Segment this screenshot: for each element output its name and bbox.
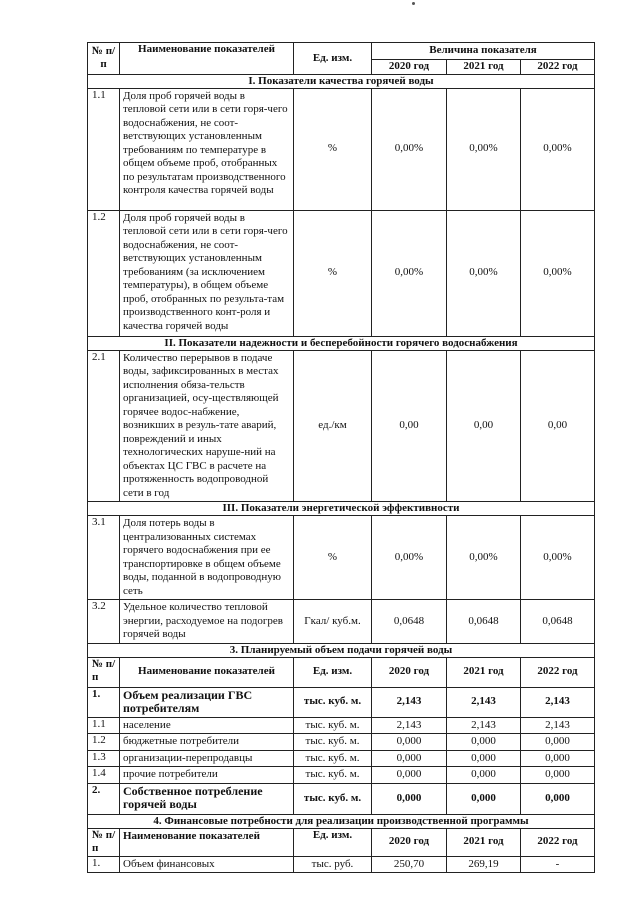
row-value-2022: 0,0648	[521, 600, 595, 644]
row-value-2021: 2,143	[447, 717, 521, 734]
row-value-2022: 0,00%	[521, 210, 595, 336]
header-num: № п/п	[88, 657, 120, 687]
header-year-2020: 2020 год	[372, 60, 447, 75]
row-unit: тыс. куб. м.	[294, 734, 372, 751]
header-value-group: Величина показателя	[372, 43, 595, 60]
row-num: 1.	[88, 856, 120, 873]
header-num: № п/п	[88, 828, 120, 856]
row-unit: тыс. куб. м.	[294, 767, 372, 784]
row-value-2020: 0,00%	[372, 210, 447, 336]
row-value-2022: 0,000	[521, 783, 595, 814]
row-name: Доля проб горячей воды в тепловой сети или в сети горя-чего водоснабжения, не соот-ветствующих установленным требованиям по температуре в общем объеме проб, отобранных по результатам производственного контроля качества горячей воды	[120, 88, 294, 210]
row-unit: Гкал/ куб.м.	[294, 600, 372, 644]
row-value-2020: 0,000	[372, 767, 447, 784]
row-num: 2.	[88, 783, 120, 814]
row-num: 1.1	[88, 88, 120, 210]
row-value-2021: 0,000	[447, 734, 521, 751]
row-name: Удельное количество тепловой энергии, расходуемое на подогрев горячей воды	[120, 600, 294, 644]
section-title: III. Показатели энергетической эффективности	[88, 502, 595, 516]
row-value-2021: 2,143	[447, 687, 521, 717]
header-year-2021: 2021 год	[447, 657, 521, 687]
scan-dot	[412, 2, 415, 5]
row-value-2021: 0,00%	[447, 516, 521, 600]
row-value-2022: 0,00%	[521, 516, 595, 600]
row-value-2021: 0,000	[447, 783, 521, 814]
row-unit: %	[294, 88, 372, 210]
row-value-2020: 0,00%	[372, 88, 447, 210]
row-value-2021: 0,0648	[447, 600, 521, 644]
row-value-2021: 0,000	[447, 767, 521, 784]
row-name: Объем финансовых	[120, 856, 294, 873]
header-name: Наименование показателей	[120, 43, 294, 75]
row-name: Собственное потребление горячей воды	[120, 783, 294, 814]
row-value-2022: 0,000	[521, 767, 595, 784]
row-num: 3.2	[88, 600, 120, 644]
section-title: 3. Планируемый объем подачи горячей воды	[88, 643, 595, 657]
row-num: 1.1	[88, 717, 120, 734]
header-num: № п/п	[88, 43, 120, 75]
row-unit: %	[294, 516, 372, 600]
row-num: 1.4	[88, 767, 120, 784]
header-unit: Ед. изм.	[294, 657, 372, 687]
header-name: Наименование показателей	[120, 828, 294, 856]
row-value-2021: 0,00	[447, 350, 521, 502]
header-name: Наименование показателей	[120, 657, 294, 687]
row-value-2022: 0,00%	[521, 88, 595, 210]
row-num: 1.3	[88, 750, 120, 767]
row-value-2020: 0,0648	[372, 600, 447, 644]
row-num: 1.2	[88, 210, 120, 336]
header-year-2021: 2021 год	[447, 60, 521, 75]
row-value-2022: 2,143	[521, 717, 595, 734]
header-year-2022: 2022 год	[521, 828, 595, 856]
row-unit: тыс. куб. м.	[294, 750, 372, 767]
row-num: 3.1	[88, 516, 120, 600]
row-value-2020: 250,70	[372, 856, 447, 873]
row-name: Количество перерывов в подаче воды, зафиксированных в местах исполнения обяза-тельств организацией, осу-ществляющей горячее водос-набжение, возникших в резуль-тате аварий, повреждений и иных технологических наруше-ний на объектах ЦС ГВС в расчете на протяженность водопроводной сети в год	[120, 350, 294, 502]
row-num: 1.2	[88, 734, 120, 751]
row-unit: ед./км	[294, 350, 372, 502]
header-year-2022: 2022 год	[521, 657, 595, 687]
row-value-2020: 0,000	[372, 783, 447, 814]
row-unit: тыс. куб. м.	[294, 783, 372, 814]
row-value-2020: 2,143	[372, 717, 447, 734]
row-unit: тыс. руб.	[294, 856, 372, 873]
row-unit: тыс. куб. м.	[294, 687, 372, 717]
row-value-2021: 0,00%	[447, 88, 521, 210]
section-title: I. Показатели качества горячей воды	[88, 74, 595, 88]
section-title: II. Показатели надежности и бесперебойности горячего водоснабжения	[88, 336, 595, 350]
row-value-2020: 0,000	[372, 734, 447, 751]
row-value-2021: 0,00%	[447, 210, 521, 336]
row-name: организации-перепродавцы	[120, 750, 294, 767]
row-num: 1.	[88, 687, 120, 717]
row-value-2022: 0,00	[521, 350, 595, 502]
header-year-2020: 2020 год	[372, 657, 447, 687]
row-value-2021: 0,000	[447, 750, 521, 767]
row-value-2022: 0,000	[521, 734, 595, 751]
row-unit: %	[294, 210, 372, 336]
header-year-2021: 2021 год	[447, 828, 521, 856]
row-num: 2.1	[88, 350, 120, 502]
row-unit: тыс. куб. м.	[294, 717, 372, 734]
row-value-2021: 269,19	[447, 856, 521, 873]
row-value-2020: 2,143	[372, 687, 447, 717]
header-unit: Ед. изм.	[294, 828, 372, 856]
row-value-2020: 0,000	[372, 750, 447, 767]
header-year-2022: 2022 год	[521, 60, 595, 75]
row-name: Объем реализации ГВС потребителям	[120, 687, 294, 717]
row-value-2020: 0,00%	[372, 516, 447, 600]
indicators-table	[87, 42, 595, 873]
row-name: Доля проб горячей воды в тепловой сети или в сети горя-чего водоснабжения, не соот-ветствующих установленным требованиям (за исключением температуры), в общем объеме проб, отобранных по результа-там производственного конт-роля и качества горячей воды	[120, 210, 294, 336]
row-value-2022: 0,000	[521, 750, 595, 767]
row-name: бюджетные потребители	[120, 734, 294, 751]
row-name: население	[120, 717, 294, 734]
row-name: прочие потребители	[120, 767, 294, 784]
section-title: 4. Финансовые потребности для реализации производственной программы	[88, 814, 595, 828]
row-name: Доля потерь воды в централизованных системах горячего водоснабжения при ее транспортировке в общем объеме воды, поданной в водопроводную сеть	[120, 516, 294, 600]
header-unit: Ед. изм.	[294, 43, 372, 75]
row-value-2022: 2,143	[521, 687, 595, 717]
row-value-2020: 0,00	[372, 350, 447, 502]
header-year-2020: 2020 год	[372, 828, 447, 856]
row-value-2022: -	[521, 856, 595, 873]
